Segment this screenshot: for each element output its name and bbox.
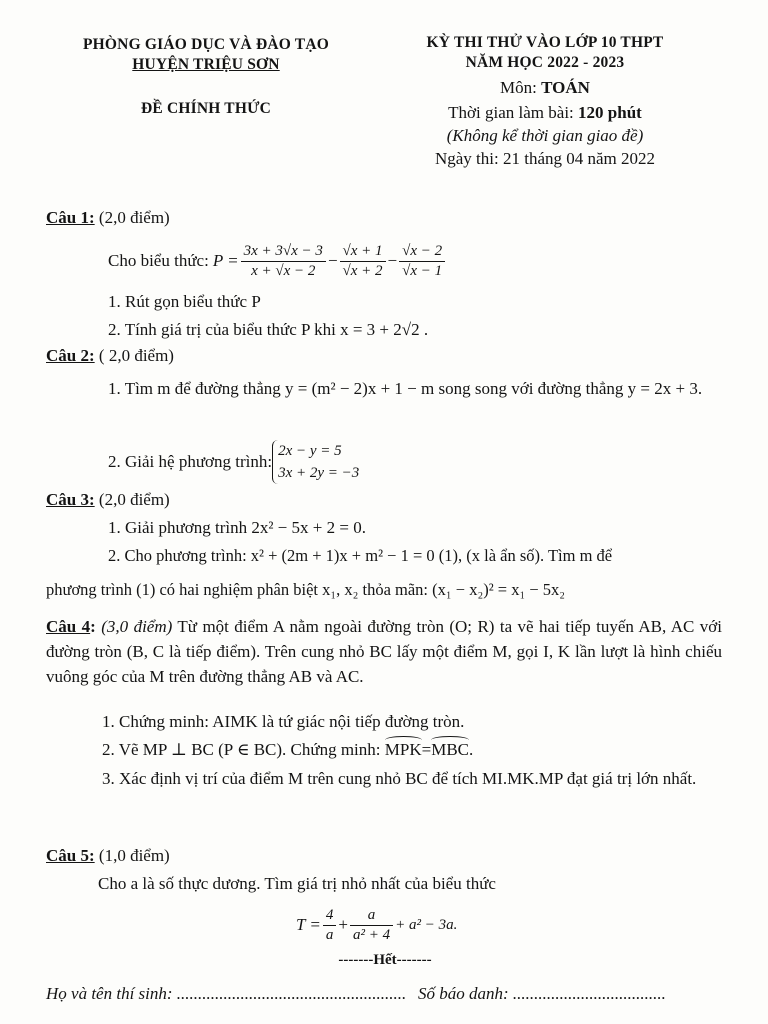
q2-equation-system <box>272 440 359 484</box>
subject-name: TOÁN <box>541 78 590 97</box>
q4-equals: = <box>421 740 432 759</box>
q5-points: (1,0 điểm) <box>94 846 170 865</box>
time-value: 120 phút <box>578 103 642 122</box>
q2-equation-1: 2x − y = 5 <box>278 443 342 459</box>
q2-equation-2: 3x + 2y = −3 <box>278 465 360 481</box>
q1-intro: Cho biểu thức: <box>108 251 209 270</box>
time-line <box>380 103 710 123</box>
q4-arc-mbc: MBC <box>431 740 469 759</box>
q1-expression: Cho biểu thức: P = $\frac{3x + 3√x - 3}{x + √x - 2}$ − $\frac{√x + 1}{√x + 2}$ − $\frac{√x - 2}{√x - 1}$ <box>108 236 447 286</box>
q3-part-1: 1. Giải phương trình 2x² − 5x + 2 = 0. <box>108 518 366 537</box>
candidate-id-line <box>418 984 666 1004</box>
exam-title: KỲ THI THỬ VÀO LỚP 10 THPT <box>426 34 664 51</box>
q2-points: ( 2,0 điểm) <box>94 346 174 365</box>
q1-heading <box>46 208 170 228</box>
q5-expression: T = $\frac{4}{a}$ + $\frac{a}{\text{a² + 4}}$ + a² − 3a. <box>296 906 458 943</box>
subject-label: Môn: <box>500 78 542 97</box>
q4-part-3: 3. Xác định vị trí của điểm M trên cung nhỏ BC để tích MI.MK.MP đạt giá trị lớn nhất. <box>102 769 697 788</box>
subject-line <box>380 78 710 98</box>
q1-lhs: P = <box>212 251 239 270</box>
q2-label: Câu 2: <box>46 346 95 365</box>
q4-arc-mpk: MPK <box>384 740 422 759</box>
exam-date: Ngày thi: 21 tháng 04 năm 2022 <box>434 149 656 168</box>
q2-heading <box>46 346 174 366</box>
q5-label: Câu 5: <box>46 846 95 865</box>
q3-label: Câu 3: <box>46 490 95 509</box>
q1-label: Câu 1: <box>46 208 95 227</box>
official-label: ĐỀ CHÍNH THỨC <box>140 100 272 117</box>
q2-part-2-intro: 2. Giải hệ phương trình: <box>108 452 273 471</box>
q1-part-2: 2. Tính giá trị của biểu thức P khi x = 3 + 2√2 . <box>108 320 429 339</box>
time-label: Thời gian làm bài: <box>448 103 579 122</box>
time-note: (Không kể thời gian giao đề) <box>446 126 644 145</box>
q3-part-2-line-2: phương trình (1) có hai nghiệm phân biệt x₁, x₂ thỏa mãn: (x₁ − x₂)² = x₁ − 5x₂ <box>46 580 566 599</box>
department-line-1: PHÒNG GIÁO DỤC VÀ ĐÀO TẠO <box>83 36 329 53</box>
q4-part-1: 1. Chứng minh: AIMK là tứ giác nội tiếp đường tròn. <box>102 712 465 731</box>
q5-text: Cho a là số thực dương. Tìm giá trị nhỏ nhất của biểu thức <box>98 874 496 893</box>
q2-part-2 <box>108 440 359 484</box>
q4-part-2 <box>102 740 473 760</box>
q4-points: (3,0 điểm) <box>101 617 173 636</box>
q5-heading <box>46 846 170 866</box>
q1-points: (2,0 điểm) <box>94 208 170 227</box>
q5-fraction-2: $\frac{a}{\text{a² + 4}}$ <box>350 907 393 944</box>
q5-fraction-1: $\frac{4}{a}$ <box>323 907 337 944</box>
q3-heading <box>46 490 170 510</box>
q5-tail: + a² − 3a. <box>395 916 458 933</box>
name-blank: ...................................................... <box>176 984 407 1003</box>
q3-points: (2,0 điểm) <box>94 490 170 509</box>
school-year: NĂM HỌC 2022 - 2023 <box>465 54 625 71</box>
q1-fraction-3: $\frac{√x - 2}{√x - 1}$ <box>399 243 445 280</box>
q1-fraction-1: $\frac{3x + 3√x - 3}{x + √x - 2}$ <box>241 243 326 280</box>
q5-lhs: T = <box>296 915 321 934</box>
department-line-2: HUYỆN TRIỆU SƠN <box>132 56 280 73</box>
q4-body: Từ một điểm A nằm ngoài đường tròn (O; R) ta vẽ hai tiếp tuyến AB, AC với đường tròn (B, C là tiếp điểm). Trên cung nhỏ BC lấy một điểm M, gọi I, K lần lượt là hình chiếu vuông góc của M trên đường thẳng AB và AC. <box>46 617 722 686</box>
q1-part-1: 1. Rút gọn biểu thức P <box>108 292 261 311</box>
name-label: Họ và tên thí sinh: <box>46 984 173 1003</box>
id-label: Số báo danh: <box>418 984 509 1003</box>
q4-text: Câu 4: (3,0 điểm) Từ một điểm A nằm ngoài đường tròn (O; R) ta vẽ hai tiếp tuyến AB, AC với đường tròn (B, C là tiếp điểm). Trên cung nhỏ BC lấy một điểm M, gọi I, K lần lượt là hình chiếu vuông góc của M trên đường thẳng AB và AC. <box>46 617 722 686</box>
q4-part-2-text: 2. Vẽ MP ⊥ BC (P ∈ BC). Chứng minh: <box>102 740 385 759</box>
id-blank: .................................... <box>512 984 666 1003</box>
q3-part-2-line-1: 2. Cho phương trình: x² + (2m + 1)x + m² − 1 = 0 (1), (x là ẩn số). Tìm m để <box>108 546 613 565</box>
end-mark: -------Hết------- <box>338 952 432 968</box>
q2-part-1: 1. Tìm m để đường thẳng y = (m² − 2)x + 1 − m song song với đường thẳng y = 2x + 3. <box>108 379 703 398</box>
q4-label: Câu 4 <box>46 617 91 636</box>
candidate-name-line <box>46 984 406 1004</box>
q4-period: . <box>469 740 474 759</box>
q1-fraction-2: $\frac{√x + 1}{√x + 2}$ <box>340 243 386 280</box>
